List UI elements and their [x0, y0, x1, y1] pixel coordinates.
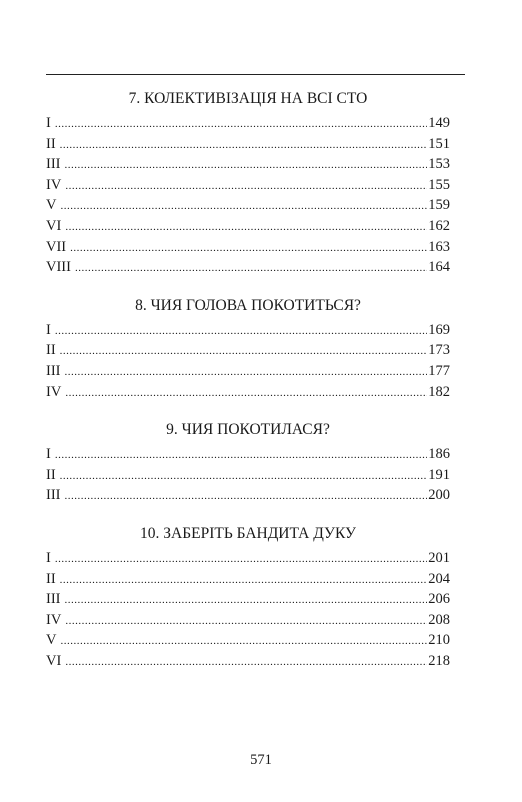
- dot-leader: [55, 114, 427, 135]
- entry-page: 162: [428, 217, 450, 234]
- dot-leader: [75, 258, 427, 279]
- entry-number: VII: [46, 238, 67, 255]
- toc-entry[interactable]: [46, 444, 450, 465]
- entry-number: II: [46, 342, 56, 359]
- dot-leader: [65, 383, 427, 404]
- dot-leader: [60, 631, 427, 652]
- entry-page: 204: [428, 570, 450, 587]
- entry-number: IV: [46, 176, 62, 193]
- entry-number: III: [46, 591, 61, 608]
- section-title: 8. ЧИЯ ГОЛОВА ПОКОТИТЬСЯ?: [135, 296, 361, 314]
- dot-leader: [60, 196, 427, 217]
- entry-number: VI: [46, 652, 62, 669]
- toc-entry[interactable]: [46, 134, 450, 155]
- entry-number: I: [46, 115, 51, 131]
- entry-number: VIII: [46, 259, 71, 276]
- entry-page: 206: [428, 591, 450, 608]
- entry-number: V: [46, 197, 57, 214]
- dot-leader: [65, 176, 427, 197]
- toc-entry[interactable]: [46, 113, 450, 134]
- entry-number: I: [46, 446, 51, 463]
- entry-page: 153: [428, 156, 450, 173]
- entry-page: 163: [428, 238, 450, 255]
- entry-page: 169: [428, 321, 450, 338]
- section-title: 7. КОЛЕКТИВІЗАЦІЯ НА ВСІ СТО: [128, 90, 368, 107]
- top-rule: [46, 74, 465, 75]
- dot-leader: [65, 486, 428, 507]
- entry-number: III: [46, 487, 61, 504]
- dot-leader: [65, 590, 428, 611]
- entry-page: 218: [428, 652, 450, 669]
- toc-entry[interactable]: [46, 340, 450, 361]
- dot-leader: [65, 217, 427, 238]
- entry-number: V: [46, 632, 57, 649]
- entry-number: II: [46, 135, 56, 152]
- dot-leader: [65, 155, 428, 176]
- toc-entry[interactable]: [46, 320, 450, 341]
- entry-number: I: [46, 321, 51, 338]
- entry-number: I: [46, 549, 51, 566]
- entry-page: 177: [428, 362, 450, 379]
- toc-section-7: [46, 89, 450, 278]
- dot-leader: [60, 341, 428, 362]
- page-number: 571: [250, 752, 272, 768]
- dot-leader: [60, 135, 428, 156]
- toc-entry[interactable]: [46, 589, 450, 610]
- entry-page: 210: [428, 632, 450, 649]
- table-of-contents: [46, 89, 450, 671]
- entry-page: 182: [428, 383, 450, 400]
- dot-leader: [60, 570, 428, 591]
- toc-entry[interactable]: [46, 630, 450, 651]
- entry-page: 191: [428, 466, 450, 483]
- toc-section-8: [46, 296, 450, 402]
- entry-page: 164: [428, 259, 450, 276]
- entry-page: 159: [428, 197, 450, 214]
- dot-leader: [65, 611, 427, 632]
- section-title: 10. ЗАБЕРІТЬ БАНДИТА ДУКУ: [140, 524, 356, 542]
- entry-number: VI: [46, 217, 62, 234]
- dot-leader: [65, 362, 428, 383]
- toc-entry[interactable]: [46, 154, 450, 175]
- entry-page: 200: [428, 487, 450, 504]
- toc-entry[interactable]: [46, 569, 450, 590]
- entry-page: 201: [428, 549, 450, 566]
- toc-entry[interactable]: [46, 237, 450, 258]
- toc-entry[interactable]: [46, 361, 450, 382]
- entry-number: II: [46, 466, 56, 483]
- entry-page: 186: [428, 446, 450, 463]
- entry-page: 149: [428, 115, 450, 131]
- dot-leader: [55, 445, 427, 466]
- toc-entry[interactable]: [46, 485, 450, 506]
- entry-page: 155: [428, 176, 450, 193]
- entry-number: II: [46, 570, 56, 587]
- entry-page: 173: [428, 342, 450, 359]
- dot-leader: [55, 549, 427, 570]
- entry-number: III: [46, 156, 61, 173]
- toc-entry[interactable]: [46, 651, 450, 672]
- entry-page: 151: [428, 135, 450, 152]
- toc-section-9: [46, 420, 450, 506]
- dot-leader: [70, 238, 427, 259]
- entry-page: 208: [428, 611, 450, 628]
- entry-number: IV: [46, 611, 62, 628]
- toc-entry[interactable]: [46, 610, 450, 631]
- toc-entry[interactable]: [46, 257, 450, 278]
- toc-section-10: [46, 524, 450, 672]
- dot-leader: [55, 321, 427, 342]
- toc-entry[interactable]: [46, 465, 450, 486]
- toc-entry[interactable]: [46, 216, 450, 237]
- entry-number: III: [46, 362, 61, 379]
- toc-entry[interactable]: [46, 382, 450, 403]
- toc-entry[interactable]: [46, 548, 450, 569]
- entry-number: IV: [46, 383, 62, 400]
- section-title: 9. ЧИЯ ПОКОТИЛАСЯ?: [166, 421, 330, 439]
- dot-leader: [60, 466, 428, 487]
- dot-leader: [65, 652, 427, 673]
- toc-entry[interactable]: [46, 195, 450, 216]
- toc-entry[interactable]: [46, 175, 450, 196]
